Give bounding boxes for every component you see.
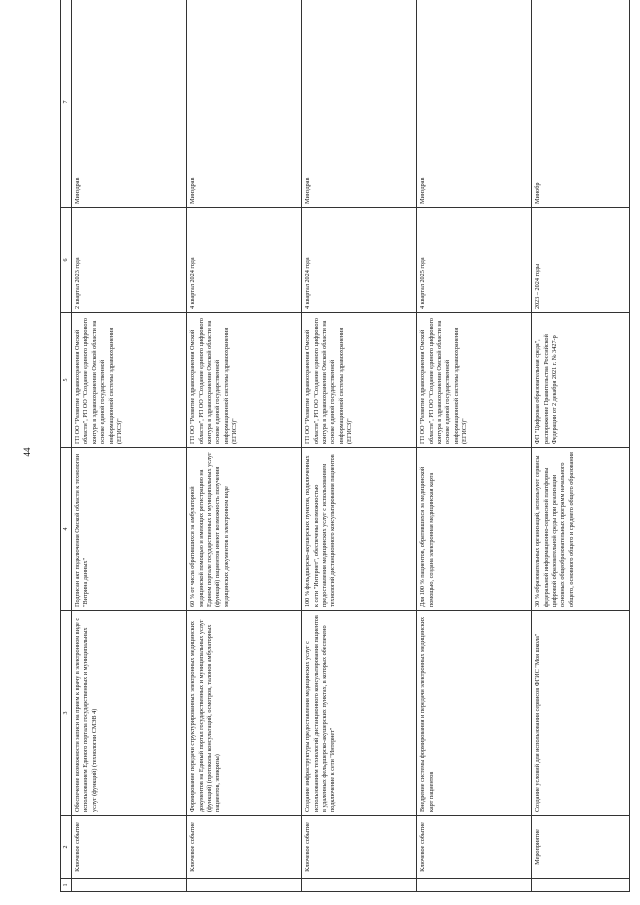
rotated-page-content	[60, 32, 630, 892]
row-number	[532, 879, 630, 892]
header-cell-2: 2	[61, 816, 72, 879]
event-type: Ключевое событие	[72, 816, 187, 879]
table-row	[417, 0, 532, 892]
event-name: Создание условий для использования сервисов ФГИС "Моя школа"	[532, 611, 630, 816]
event-name: Внедрение системы формирования и передачи электронных медицинских карт пациентов	[417, 611, 532, 816]
deadline: 4 квартал 2024 года	[302, 208, 417, 313]
header-cell-4: 4	[61, 448, 72, 611]
header-cell-1: 1	[61, 879, 72, 892]
row-number	[72, 879, 187, 892]
program-reference: ГП ОО "Развитие здравоохранения Омской области", РП ОО "Создание единого цифрового контура в здравоохранении Омской области на основе единой государственной информационной системы здравоохранения (ЕГИСЗ)"	[417, 313, 532, 448]
header-cell-7: 7	[61, 0, 72, 208]
expected-result: Подписан акт подключения Омской области к технологии "Витрина данных"	[72, 448, 187, 611]
expected-result: Для 100 % пациентов, обратившихся за медицинской помощью, создана электронная медицинская карта	[417, 448, 532, 611]
event-name: Формирование передачи структурированных электронных медицинских документов на Единый портал государственных и муниципальных услуг (функций) (протоколы консультаций, осмотров, талонов амбулаторных пациентов, эпикризы)	[187, 611, 302, 816]
row-number	[302, 879, 417, 892]
event-name: Создание инфраструктуры предоставления медицинских услуг с использованием технологий дистанционного консультирования пациентов в удаленных фельдшерско-акушерских пунктах, в которых обеспечено подключение к сети "Интернет"	[302, 611, 417, 816]
table-row	[187, 0, 302, 892]
program-reference: ГП ОО "Развитие здравоохранения Омской области", РП ОО "Создание единого цифрового контура в здравоохранении Омской области на основе единой государственной информационной системы здравоохранения (ЕГИСЗ)"	[187, 313, 302, 448]
page-number: 44	[22, 447, 32, 457]
responsible: Минздрав	[302, 0, 417, 208]
responsible: Минобр	[532, 0, 630, 208]
expected-result: 30 % образовательных организаций, используют сервисы федеральной информационно-сервисной платформы цифровой образовательной среды при реализации основных общеобразовательных программ начального общего, основного общего и среднего общего образования	[532, 448, 630, 611]
responsible: Минздрав	[417, 0, 532, 208]
deadline: 2 квартал 2023 года	[72, 208, 187, 313]
program-reference: ФП "Цифровая образовательная среда", распоряжение Правительства Российской Федерации от 2 декабря 2021 г. № 3427-р	[532, 313, 630, 448]
expected-result: 100 % фельдшерско-акушерских пунктов, подключенных к сети "Интернет", обеспечены возможностью предоставления медицинских услуг с использованием технологий дистанционного консультирования пациентов	[302, 448, 417, 611]
table-row	[532, 0, 630, 892]
program-reference: ГП ОО "Развитие здравоохранения Омской области", РП ОО "Создание единого цифрового контура в здравоохранении Омской области на основе единой государственной информационной системы здравоохранения (ЕГИСЗ)"	[72, 313, 187, 448]
header-cell-5: 5	[61, 313, 72, 448]
header-cell-6: 6	[61, 208, 72, 313]
responsible: Минздрав	[72, 0, 187, 208]
table-header-row	[61, 0, 72, 892]
event-type: Ключевое событие	[417, 816, 532, 879]
deadline: 4 квартал 2025 года	[417, 208, 532, 313]
event-type: Ключевое событие	[302, 816, 417, 879]
table-row	[302, 0, 417, 892]
plan-table	[60, 0, 630, 892]
deadline: 2023 – 2024 годы	[532, 208, 630, 313]
header-cell-3: 3	[61, 611, 72, 816]
event-type: Ключевое событие	[187, 816, 302, 879]
program-reference: ГП ОО "Развитие здравоохранения Омской области", РП ОО "Создание единого цифрового контура в здравоохранении Омской области на основе единой государственной информационной системы здравоохранения (ЕГИСЗ)"	[302, 313, 417, 448]
row-number	[187, 879, 302, 892]
event-name: Обеспечение возможности записи на прием к врачу в электронном виде с использованием Единого портала государственных и муниципальных услуг (функций) (технологии СМЭВ 4)	[72, 611, 187, 816]
deadline: 4 квартал 2024 года	[187, 208, 302, 313]
event-type: Мероприятие	[532, 816, 630, 879]
row-number	[417, 879, 532, 892]
expected-result: 60 % от числа обратившихся за амбулаторной медицинской помощью и имеющих регистрацию на Едином портале государственных и муниципальных услуг (функций) пациентов имеют возможность получения медицинских документов в электронном виде	[187, 448, 302, 611]
table-row	[72, 0, 187, 892]
responsible: Минздрав	[187, 0, 302, 208]
